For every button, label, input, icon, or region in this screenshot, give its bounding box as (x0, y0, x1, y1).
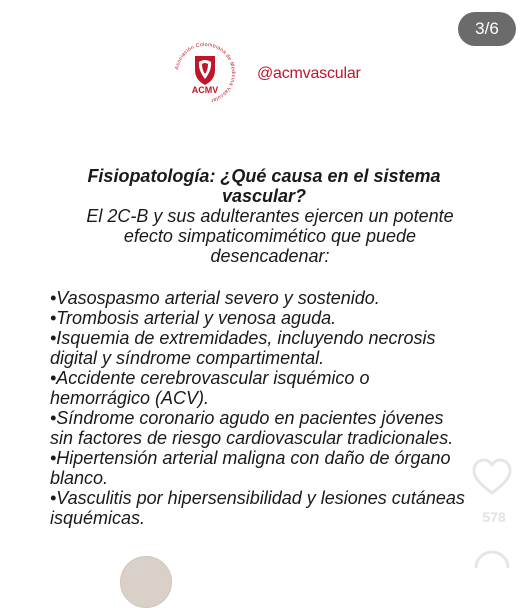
bullet-item: •Trombosis arterial y venosa aguda. (50, 308, 337, 328)
like-count: 578 (482, 509, 506, 525)
acmv-logo (172, 40, 238, 106)
avatar[interactable] (120, 556, 172, 608)
bullet-item: •Hipertensión arterial maligna con daño de órgano blanco. (50, 448, 451, 488)
bullet-item: •Isquemia de extremidades, incluyendo necrosis digital y síndrome compartimental. (50, 328, 436, 368)
bullet-list (50, 288, 470, 528)
comment-icon[interactable] (472, 548, 512, 578)
slide-content (50, 166, 470, 528)
logo-abbrev: ACMV (191, 85, 219, 95)
slide-counter: 3/6 (458, 12, 516, 46)
logo-ring-text: Asociación Colombiana de Medicina Vascular (174, 41, 237, 104)
slide-title: Fisiopatología: ¿Qué causa en el sistema vascular? (87, 166, 441, 206)
bullet-item: •Accidente cerebrovascular isquémico o hemorrágico (ACV). (50, 368, 370, 408)
heart-icon[interactable] (470, 455, 514, 499)
account-handle[interactable]: @acmvascular (257, 65, 361, 82)
bullet-item: •Síndrome coronario agudo en pacientes jóvenes sin factores de riesgo cardiovascular tradicionales. (50, 408, 454, 448)
bullet-item: •Vasculitis por hipersensibilidad y lesiones cutáneas isquémicas. (50, 488, 465, 528)
slide-intro: El 2C-B y sus adulterantes ejercen un potente efecto simpaticomimético que puede desencadenar: (86, 206, 454, 266)
bullet-item: •Vasospasmo arterial severo y sostenido. (50, 288, 380, 308)
